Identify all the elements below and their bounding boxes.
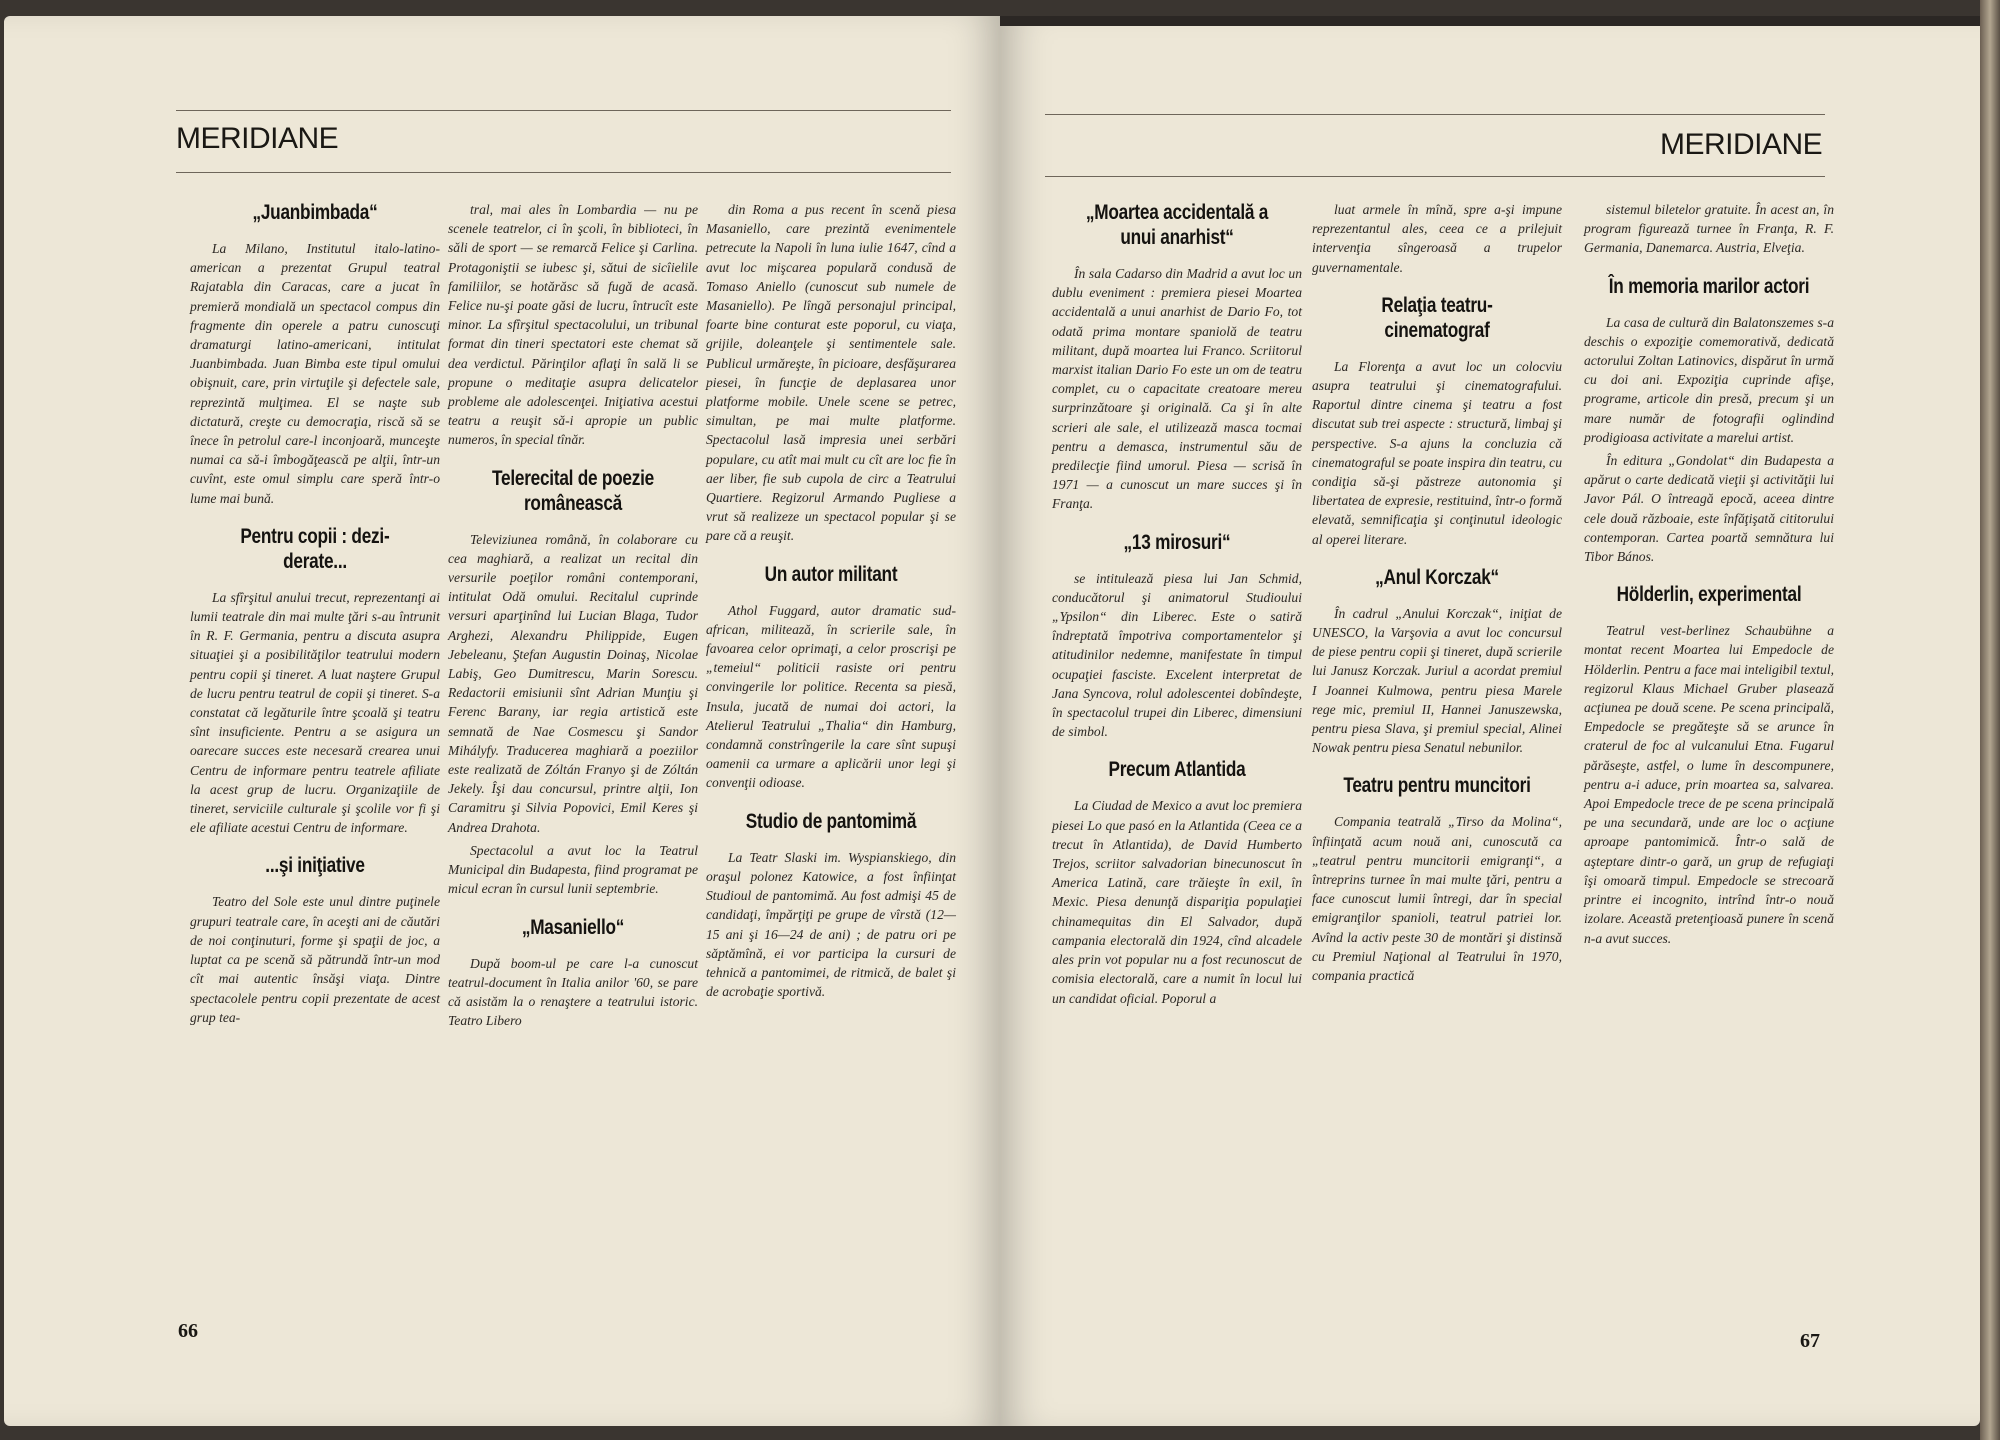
article-paragraph: La Ciudad de Mexico a avut loc premiera piesei Lo que pasó en la Atlantida (Ceea ce a trecut în Atlantida), de David Humberto Trejos, scriitor salvadorian binecunoscut în America Latină, care trăieşte în exil, în Mexic. Piesa denunţă dispariţia populaţiei chinamequitas din El Salvador, după campania electorală din 1924, cînd alcadele ales prin vot popular nu a fost recunoscut de comisia electorală, care a numit în locul lui un candidat oficial. Poporul a	[1052, 798, 1302, 1006]
article-paragraph: Teatro del Sole este unul dintre puţinele grupuri teatrale care, în aceşti ani de căutări de noi conţinuturi, forme şi spaţii de joc, a luptat ca pe scenă să pătrundă într-un mod cît mai autentic însăşi viaţa. Dintre spectacolele pentru copii prezentate de acest grup tea-	[190, 894, 440, 1025]
article-title: „Juanbimbada“	[252, 201, 378, 224]
article-title: „13 mirosuri“	[1123, 530, 1231, 554]
article-title: Studio de pantomimă	[745, 809, 917, 833]
article-title: Relaţia teatru-cinematograf	[1381, 293, 1493, 342]
article-column-4	[1052, 200, 1302, 1012]
article-title: Precum Atlantida	[1108, 758, 1246, 782]
article-title: ...şi iniţiative	[265, 854, 365, 878]
article-title: În memoria marilor actori	[1608, 274, 1810, 298]
article-paragraph: Spectacolul a avut loc la Teatrul Municipal din Budapesta, fiind programat pe micul ecran în cursul lunii septembrie.	[448, 842, 698, 897]
article-paragraph: La casa de cultură din Balatonszemes s-a deschis o expoziţie comemorativă, dedicată actorului Zoltan Latinovics, dispărut în urmă cu doi ani. Expoziţia cuprinde afişe, programe, articole din presă, precum şi un mare număr de fotografii oglindind prodigioasa activitate a marelui artist.	[1584, 314, 1834, 445]
article-title: „Moartea accidentală a unui anarhist“	[1085, 201, 1269, 249]
article-column-5	[1312, 200, 1562, 989]
article-paragraph: În sala Cadarso din Madrid a avut loc un dublu eveniment : premiera piesei Moartea accidentală a unui anarhist de Dario Fo, tot odată prima montare spaniolă de teatru militant, după moartea lui Franco. Scriitorul marxist italian Dario Fo este un om de teatru complet, cu o capacitate creatoare mereu surprinzătoare şi originală. Ca şi în alte scrieri ale sale, el utilizează masca tocmai pentru a demasca, instrumentul său de predilecţie fiind umorul. Piesa — scrisă în 1971 — a cunoscut un mare succes şi în Franţa.	[1052, 266, 1302, 512]
article-paragraph: luat armele în mînă, spre a-şi impune reprezentantul ales, ceea ce a prilejuit intervenţia sîngeroasă a trupelor guvernamentale.	[1312, 202, 1562, 275]
article-paragraph: La Milano, Institutul italo-latino-american a prezentat Grupul teatral Rajatabla din Caracas, care a jucat în premieră mondială un spectacol compus din fragmente din operele a patru cunoscuţi dramaturgi latino-americani, intitulat Juanbimbada. Juan Bimba este tipul omului obişnuit, care, prin virtuţile şi defectele sale, reprezintă mulţimea. El se naşte sub dictatură, creşte cu democraţia, riscă să se înece în petrolul care-l inconjoară, munceşte numai ca să-i îmbogăţească pe alţii, într-un cuvînt, este omul simplu care speră într-o lume mai bună.	[190, 241, 440, 506]
article-paragraph: La Florenţa a avut loc un colocviu asupra teatrului şi cinematografului. Raportul dintre cinema şi teatru a fost discutat sub trei aspecte : structură, limbaj şi perspective. S-a ajuns la concluzia că cinematograful se poate inspira din teatru, cu condiţia să-şi păstreze autonomia şi libertatea de expresie, restituind, într-o formă elevată, semnificaţia şi conţinutul ideologic al operei literare.	[1312, 358, 1562, 547]
header-bottom-rule	[1045, 176, 1825, 177]
page-number-right: 67	[1800, 1330, 1820, 1352]
article-paragraph: În cadrul „Anului Korczak“, iniţiat de UNESCO, la Varşovia a avut loc concursul de piese pentru copii şi tineret, după scrierile lui Janusz Korczak. Juriul a acordat premiul I Joannei Kulmowa, pentru piesa Marele rege mic, premiul II, Hannei Januszewska, pentru piesa Slava, şi premiul special, Alinei Nowak pentru piesa Senatul nebunilor.	[1312, 605, 1562, 756]
article-title: Teatru pentru muncitori	[1343, 774, 1531, 798]
article-title: Telerecital de poezie românească	[491, 466, 655, 515]
article-title: Hölderlin, experimental	[1616, 583, 1802, 607]
article-paragraph: sistemul biletelor gratuite. În acest an, în program figurează turnee în Franţa, R. F. Germania, Danemarca. Austria, Elveţia.	[1584, 202, 1834, 256]
header-top-rule	[1045, 114, 1825, 115]
header-top-rule	[176, 110, 951, 111]
article-column-3	[706, 200, 956, 1005]
article-title: Un autor militant	[764, 562, 898, 586]
article-paragraph: La sfîrşitul anului trecut, reprezentanţi ai lumii teatrale din mai multe ţări s-au întrunit în R. F. Germania, pentru a discuta asupra situaţiei şi a posibilităţilor teatrului modern pentru copii şi tineret. A luat naştere Grupul de lucru pentru teatrul de copii şi tineret. S-a constatat că legăturile între şcoală şi teatru sînt insuficiente. Pentru a se asigura un oarecare succes este necesară crearea unui Centru de informare pentru teatrele afiliate la acest grup de lucru. Organizaţiile de tineret, serviciile culturale şi şcolile vor fi şi ele afiliate acestui Centru de informare.	[190, 589, 440, 836]
section-title-left: MERIDIANE	[176, 122, 339, 155]
article-paragraph: tral, mai ales în Lombardia — nu pe scenele teatrelor, ci în şcoli, în biblioteci, în săli de sport — se remarcă Felice şi Carlina. Protagoniştii se iubesc şi, sătui de sicîielile familiilor, se hotărăsc să fugă de acasă. Felice nu-şi poate găsi de lucru, întrucît este minor. La sfîrşitul spectacolului, un tribunal format din tineri spectatori este chemat să dea verdictul. Părinţilor aflaţi în sală li se propune o meditaţie asupra delicatelor probleme ale adolescenţei. Iniţiativa acestui teatru a reuşit să-i apropie un public numeros, în special tînăr.	[448, 202, 698, 448]
top-dark-edge	[1000, 16, 1980, 26]
article-paragraph: Televiziunea română, în colaborare cu cea maghiară, a realizat un recital din versurile poeţilor români contemporani, intitulat Odă omului. Recitalul cuprinde versuri aparţinînd lui Lucian Blaga, Tudor Arghezi, Alexandru Philippide, Eugen Jebeleanu, Ştefan Augustin Doinaş, Nicolae Labiş, Geo Dumitrescu, Marin Sorescu. Redactorii emisiunii sînt Adrian Munţiu şi Ferenc Barany, iar regia artistică este semnată de Nae Cosmescu şi Sandor Mihályfy. Traducerea maghiară a poeziilor este realizată de Zóltán Franyo şi de Zóltán Jekely. Îşi dau concursul, printre alţii, Ion Caramitru şi Silvia Popovici, Emil Keres şi Andrea Drahota.	[448, 531, 698, 835]
article-paragraph: din Roma a pus recent în scenă piesa Masaniello, care prezintă evenimentele petrecute la Napoli în luna iulie 1647, cînd a avut loc mişcarea populară condusă de Tomaso Aniello (cunoscut sub numele de Masaniello). Pe lîngă personajul principal, foarte bine conturat este poporul, cu viaţa, grijile, doleanţele şi sentimentele sale. Publicul urmăreşte, în picioare, desfăşurarea piesei, în funcţie de deplasarea unor platforme mobile. Unele scene se petrec, simultan, pe mai multe platforme. Spectacolul lasă impresia unei serbări populare, cu atît mai mult cu cît are loc fie în aer liber, fie sub cupola de circ a Teatrului Quartiere. Regizorul Armando Pugliese a vrut să realizeze un spectacol popular şi se pare că a reuşit.	[706, 202, 956, 544]
section-title-right: MERIDIANE	[1660, 128, 1823, 161]
article-paragraph: Compania teatrală „Tirso da Molina“, înfiinţată acum nouă ani, cunoscută ca „teatrul pentru muncitorii emigranţi“, a întreprins turnee în mai multe ţări, pentru a face cunoscut lumii întregi, dar în special emigranţilor spanioli, teatrul patriei lor. Avînd la activ peste 30 de montări şi distinsă cu Premiul Naţional al Teatrului în 1970, compania practică	[1312, 814, 1562, 984]
article-column-6	[1584, 200, 1834, 952]
article-paragraph: În editura „Gondolat“ din Budapesta a apărut o carte dedicată vieţii şi activităţii lui Javor Pál. O întreagă epocă, aceea dintre cele două războaie, este înfăţişată cititorului contemporan. Cartea poartă semnătura lui Tibor Bános.	[1584, 453, 1834, 565]
article-paragraph: La Teatr Slaski im. Wyspianskiego, din oraşul polonez Katowice, a fost înfiinţat Studioul de pantomimă. Au fost admişi 45 de candidaţi, împărţiţi pe grupe de vîrstă (12—15 ani şi 16—24 de ani) ; de patru ori pe săptămînă, ei vor participa la cursuri de tehnică a pantomimei, de ritmică, de balet şi de acrobaţie sportivă.	[706, 849, 956, 1000]
article-paragraph: Teatrul vest-berlinez Schaubühne a montat recent Moartea lui Empedocle de Hölderlin. Pentru a face mai inteligibil textul, regizorul Klaus Michael Gruber plasează acţiunea pe două scene. Pe scena principală, Empedocle se pregăteşte să se arunce în craterul de foc al vulcanului Etna. Fugarul părăseşte, astfel, o lume în descompunere, pentru a-i aduce, prin moartea sa, salvarea. Apoi Empedocle trece de pe scena principală pe una secundară, unde are loc o acţiune aproape pantomimică. Într-o sală de aşteptare dintr-o gară, un grup de refugiaţi îşi omoară timpul. Empedocle se strecoară printre ei incognito, intrînd într-o nouă izolare. Această pretenţioasă punere în scenă n-a avut succes.	[1584, 623, 1834, 946]
book-edge	[1980, 0, 2000, 1440]
header-bottom-rule	[176, 172, 951, 173]
article-paragraph: După boom-ul pe care l-a cunoscut teatrul-document în Italia anilor '60, se pare că asistăm la o renaştere a teatrului istoric. Teatro Libero	[448, 955, 698, 1029]
article-paragraph: Athol Fuggard, autor dramatic sud-african, militează, în scrierile sale, în favoarea celor oprimaţi, a celor proscrişi pe „temeiul“ politicii rasiste ori pentru convingerile lor politice. Recenta sa piesă, Insula, jucată de numai doi actori, la Atelierul Teatrului „Thalia“ din Hamburg, condamnă constrîngerile la care sînt supuşi oamenii ca urmare a aplicării unor legi şi convenţii odioase.	[706, 602, 956, 791]
page-number-left: 66	[178, 1320, 198, 1342]
article-title: Pentru copii : deziderate...	[240, 524, 390, 573]
article-title: „Masaniello“	[521, 915, 625, 939]
article-column-1	[190, 200, 440, 1031]
article-title: „Anul Korczak“	[1375, 565, 1499, 589]
article-paragraph: se intitulează piesa lui Jan Schmid, conducătorul şi animatorul Studioului „Ypsilon“ din Liberec. Este o satiră îndreptată împotriva comportamentelor şi atitudinilor nedemne, manifestate în timpul ocupaţiei fasciste. Excelent interpretat de Jana Syncova, rolul adolescentei dobîndeşte, în spectacolul trupei din Liberec, dimensiuni de simbol.	[1052, 570, 1302, 740]
article-column-2	[448, 200, 698, 1034]
